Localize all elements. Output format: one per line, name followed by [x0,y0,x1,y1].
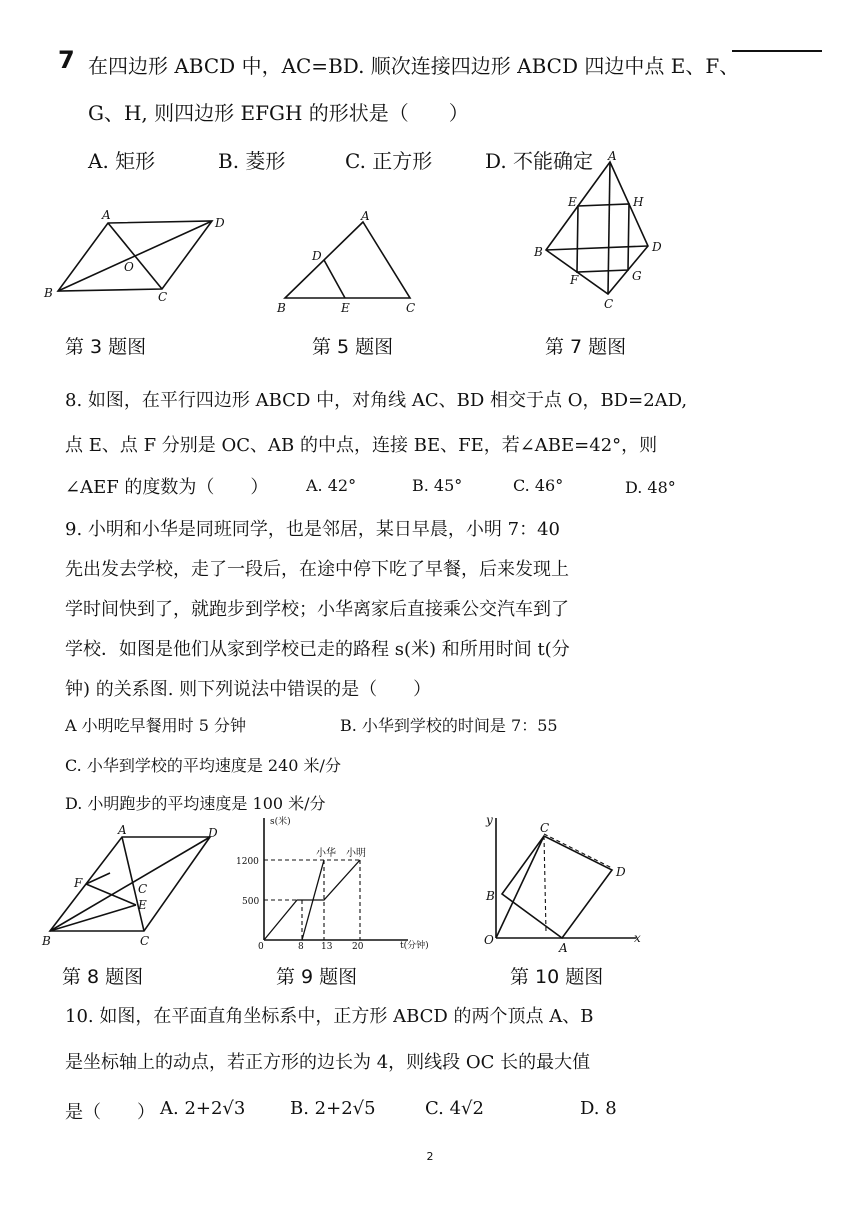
fig9-x-axis-label: t(分钟) [400,941,429,951]
question-10-option-c: C. 4√2 [425,1098,484,1119]
fig7-label-f: F [570,273,579,287]
caption-figure-3: 第 3 题图 [65,336,147,358]
question-10-option-a: A. 2+2√3 [160,1098,246,1119]
fig3-label-d: D [215,216,225,230]
fig8-label-c: C [140,934,150,948]
question-10-option-b: B. 2+2√5 [290,1098,376,1119]
fig3-label-a: A [102,208,111,222]
fig8-label-f: F [74,876,83,890]
question-7-line-2: G、H, 则四边形 EFGH 的形状是（ ） [88,101,469,125]
fig8-label-b: B [42,934,51,948]
fig8-label-e: E [138,898,147,912]
figure-7-quadrilateral [530,150,680,315]
fig3-label-c: C [158,290,168,304]
question-7-option-b: B. 菱形 [218,149,286,173]
fig9-y-tick-500: 500 [242,897,260,907]
question-10-line-1: 10. 如图，在平面直角坐标系中，正方形 ABCD 的两个顶点 A、B [65,1006,594,1027]
question-8-line-2: 点 E、点 F 分别是 OC、AB 的中点，连接 BE、FE，若∠ABE=42°，则 [65,435,658,456]
fig8-label-a: A [118,823,127,837]
fig9-series-label-xiaoming: 小明 [346,848,366,859]
fig5-segment-de [324,260,345,298]
fig10-label-x: x [634,931,641,945]
figure-8-parallelogram [40,825,230,950]
fig9-x-tick-20: 20 [352,942,364,952]
fig7-diagonal-bd [546,246,648,250]
fig5-label-d: D [312,249,322,263]
question-7-option-d: D. 不能确定 [485,149,594,173]
fig10-label-y: y [486,813,493,827]
fig9-x-tick-0: 0 [258,942,264,952]
fig9-y-axis-label: s(米) [270,817,291,827]
fig9-series-label-xiaohua: 小华 [316,848,336,859]
fig7-label-h: H [633,195,644,209]
fig10-label-d: D [616,865,626,879]
fig7-diagonal-ac [608,162,610,294]
fig3-label-b: B [44,286,53,300]
question-10-line-2: 是坐标轴上的动点，若正方形的边长为 4，则线段 OC 长的最大值 [65,1052,591,1073]
question-7-option-a: A. 矩形 [88,149,156,173]
fig7-label-e: E [568,195,577,209]
fig8-segment-be [50,905,136,931]
question-8-line-3: ∠AEF 的度数为（ ） [65,477,269,498]
page-number: 2 [426,1150,434,1163]
fig9-x-tick-8: 8 [298,942,304,952]
fig10-dashed-top [544,834,612,868]
fig10-label-c: C [540,821,550,835]
figure-9-chart [232,812,432,952]
question-9-option-c: C. 小华到学校的平均速度是 240 米/分 [65,756,341,775]
header-rule [732,50,822,52]
question-8-option-b: B. 45° [412,476,463,495]
fig10-label-o: O [484,933,494,947]
caption-figure-9: 第 9 题图 [276,966,358,988]
fig7-label-b: B [534,245,543,259]
caption-figure-10: 第 10 题图 [510,966,604,988]
fig3-diagonal-ac [108,223,162,289]
question-8-line-1: 8. 如图，在平行四边形 ABCD 中，对角线 AC、BD 相交于点 O，BD=2AD, [65,390,688,411]
caption-figure-5: 第 5 题图 [312,336,394,358]
fig7-quadrilateral-efgh [577,204,629,272]
fig8-segment-fe [86,884,136,905]
question-7-line-1: 在四边形 ABCD 中，AC=BD. 顺次连接四边形 ABCD 四边中点 E、F、 [88,54,740,78]
caption-figure-7: 第 7 题图 [545,336,627,358]
fig7-label-a: A [608,149,617,163]
fig5-label-e: E [341,301,350,315]
fig7-label-d: D [652,240,662,254]
question-10-line-3: 是（ ） [65,1102,155,1123]
fig5-label-b: B [277,301,286,315]
question-9-line-2: 先出发去学校，走了一段后，在途中停下吃了早餐，后来发现上 [65,559,569,580]
fig8-label-d: D [208,826,218,840]
fig10-label-a: A [559,941,568,955]
fig7-label-g: G [632,269,642,283]
question-9-line-1: 9. 小明和小华是同班同学，也是邻居，某日早晨，小明 7：40 [65,519,560,540]
fig10-segment-oc [496,836,544,938]
fig5-label-a: A [361,209,370,223]
question-9-line-4: 学校．如图是他们从家到学校已走的路程 s(米) 和所用时间 t(分 [65,639,570,660]
question-9-line-5: 钟) 的关系图. 则下列说法中错误的是（ ） [65,679,432,700]
fig10-label-b: B [486,889,495,903]
question-9-line-3: 学时间快到了，就跑步到学校；小华离家后直接乘公交汽车到了 [65,599,569,620]
question-8-option-a: A. 42° [306,476,357,495]
fig7-label-c: C [604,297,614,311]
fig9-x-tick-13: 13 [321,942,333,952]
question-7-number: 7 [58,46,75,74]
question-9-option-a: A 小明吃早餐用时 5 分钟 [65,716,246,735]
fig8-label-center: C [138,882,148,896]
fig10-square-abcd [502,836,612,938]
question-8-option-c: C. 46° [513,476,564,495]
fig9-y-tick-1200: 1200 [236,857,259,867]
caption-figure-8: 第 8 题图 [62,966,144,988]
figure-3-parallelogram [40,205,230,305]
fig5-label-c: C [406,301,416,315]
question-10-option-d: D. 8 [580,1098,617,1119]
question-9-option-d: D. 小明跑步的平均速度是 100 米/分 [65,794,326,813]
figure-5-triangle [275,209,425,315]
fig3-label-o: O [124,260,134,274]
figure-10-square [478,812,648,955]
fig5-triangle-outline [285,222,410,298]
question-8-option-d: D. 48° [625,478,676,497]
fig10-dashed-vertical [544,836,546,932]
question-9-option-b: B. 小华到学校的时间是 7：55 [340,716,558,735]
question-7-option-c: C. 正方形 [345,149,433,173]
